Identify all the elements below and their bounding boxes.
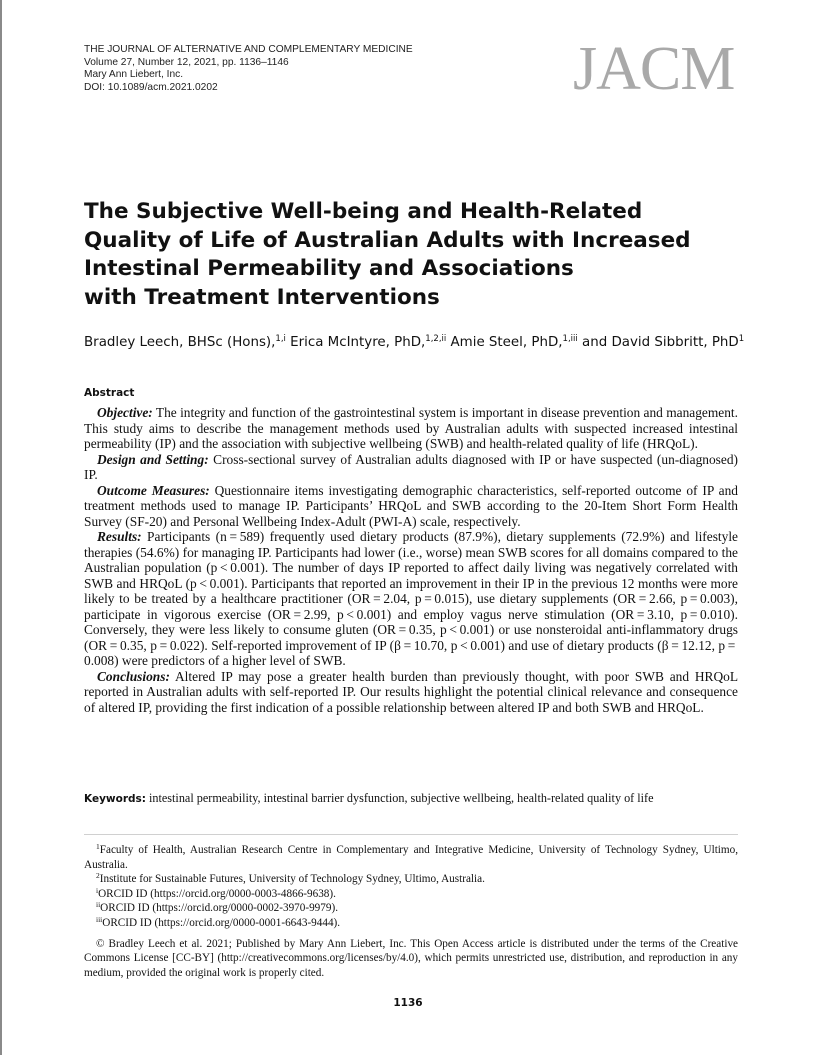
footnote-mark: iii [96,914,103,924]
footnote-mark: 2 [96,871,100,881]
journal-volume: Volume 27, Number 12, 2021, pp. 1136–1146 [84,56,289,68]
footnote-affiliation-1 [84,843,738,872]
footnotes [84,843,738,980]
footnote-text: ORCID ID (https://orcid.org/0000-0002-3970-9979). [100,902,338,915]
section-label: Objective: [97,405,153,420]
journal-logo: JACM [573,35,735,103]
abstract-outcomes [84,483,738,530]
footnote-mark: i [96,885,99,895]
title-line: Quality of Life of Australian Adults with Increased [84,227,691,253]
title-line: The Subjective Well-being and Health-Related [84,199,643,224]
journal-doi: DOI: 10.1089/acm.2021.0202 [84,81,218,93]
author-affiliation-mark: 1,i [275,334,286,344]
footnote-text: Institute for Sustainable Futures, University of Technology Sydney, Ultimo, Australia. [99,873,485,886]
footnote-text: ORCID ID (https://orcid.org/0000-0003-4866-9638). [98,887,336,900]
author-affiliation-mark: 1,iii [562,334,578,344]
abstract-body [84,405,738,715]
footnote-orcid-2 [84,901,738,916]
section-label: Results: [97,529,142,544]
journal-info [84,44,504,94]
keywords-label: Keywords: [84,793,146,805]
page-number: 1136 [393,997,423,1009]
journal-name: THE JOURNAL OF ALTERNATIVE AND COMPLEMENTARY MEDICINE [84,44,413,55]
footnote-orcid-3 [84,916,738,931]
section-label: Design and Setting: [97,451,209,467]
abstract-heading: Abstract [84,387,135,399]
author-name: and David Sibbritt, PhD [582,335,739,350]
footnote-mark: ii [96,900,101,910]
abstract-conclusions [84,669,738,716]
title-line: Intestinal Permeability and Associations [84,256,574,281]
section-text: Participants (n = 589) frequently used dietary products (87.9%), dietary supplements (72.9%) and lifestyle therapies (54.6%) for managing IP. Participants had lower (i.e., worse) mean SWB scores for all domains compared to the Australian population (p < 0.001). The number of days IP reported to affect daily living was negatively correlated with SWB and HRQoL (p < 0.001). Participants that reported an improvement in their IP in the previous 12 months were more likely to be treated by a healthcare practitioner (OR = 2.04, p = 0.015), use dietary supplements (OR = 2.66, p = 0.003), participate in vigorous exercise (OR = 2.99, p < 0.001) and employ vagus nerve stimulation (OR = 3.10, p = 0.010). Conversely, they were less likely to consume gluten (OR = 0.35, p < 0.001) or use nonsteroidal anti-inflammatory drugs (OR = 0.35, p = 0.022). Self-reported improvement of IP (β = 10.70, p < 0.001) and use of dietary products (β = 12.12, p = 0.008) were predictors of a higher level of SWB. [84,529,739,668]
section-label: Outcome Measures: [97,482,210,498]
author-name: Bradley Leech, BHSc (Hons), [84,335,276,350]
footnote-text: Faculty of Health, Australian Research Centre in Complementary and Integrative Medicine, University of Technology Sydney, Ultimo, Australia. [84,844,738,871]
section-text: The integrity and function of the gastrointestinal system is important in disease prevention and management. This study aims to describe the management methods used by Australian adults with suspected increased intestinal permeability (IP) and the association with subjective wellbeing (SWB) and health-related quality of life (HRQoL). [84,405,738,451]
keywords [84,791,744,807]
title-line: with Treatment Interventions [84,284,440,310]
abstract-design [84,452,738,483]
abstract-results [84,529,738,669]
abstract-objective [84,405,738,452]
keywords-text: intestinal permeability, intestinal barrier dysfunction, subjective wellbeing, health-related quality of life [149,791,654,805]
footnote-affiliation-2 [84,872,738,887]
author-affiliation-mark: 1 [738,334,745,344]
author-affiliation-mark: 1,2,ii [425,334,447,344]
article-title [84,198,724,312]
page-edge-shadow [0,0,2,1055]
footnote-orcid-1 [84,887,738,902]
footnote-mark: 1 [96,842,100,851]
footnote-text: ORCID ID (https://orcid.org/0000-0001-6643-9444). [102,916,341,929]
author-list [84,334,744,352]
section-label: Conclusions: [97,668,170,684]
author-name: Amie Steel, PhD, [450,335,563,350]
footnote-divider [84,834,738,835]
section-text: Cross-sectional survey of Australian adults diagnosed with IP or have suspected (un-diagnosed) IP. [84,451,738,482]
author-name: Erica McIntyre, PhD, [290,335,426,350]
journal-publisher: Mary Ann Liebert, Inc. [84,69,184,81]
section-text: Altered IP may pose a greater health burden than previously thought, with poor SWB and HRQoL reported in Australian adults with self-reported IP. Our results highlight the potential clinical relevance and consequence of altered IP, providing the first indication of a possible relationship between altered IP and both SWB and HRQoL. [84,668,739,715]
section-text: Questionnaire items investigating demographic characteristics, self-reported outcome of IP and treatment methods used to manage IP. Participants’ HRQoL and SWB according to the 20-Item Short Form Health Survey (SF-20) and Personal Wellbeing Index-Adult (PWI-A) scale, respectively. [84,482,738,529]
copyright-notice: © Bradley Leech et al. 2021; Published by Mary Ann Liebert, Inc. This Open Access article is distributed under the terms of the Creative Commons License [CC-BY] (http://creativecommons.org/licenses/by/4.0), which permits unrestricted use, distribution, and reproduction in any medium, provided the original work is properly cited. [84,937,738,979]
